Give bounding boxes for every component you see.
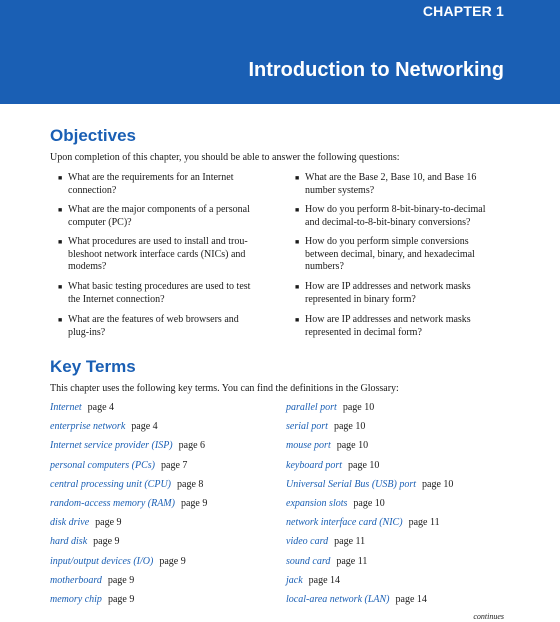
objectives-heading: Objectives	[50, 126, 136, 145]
key-term-item	[286, 594, 427, 606]
key-term-page: page 14	[395, 594, 427, 605]
key-term-item	[50, 556, 186, 568]
bullet-icon: ■	[58, 238, 63, 246]
objective-item	[58, 314, 268, 339]
key-term-page: page 10	[333, 421, 366, 433]
bullet-icon: ■	[295, 174, 300, 182]
key-term-link[interactable]: memory chip	[50, 594, 102, 605]
key-term-link[interactable]: random-access memory (RAM)	[50, 498, 175, 509]
bullet-icon: ■	[295, 206, 300, 214]
key-term-link[interactable]: serial port	[286, 421, 328, 433]
key-term-link[interactable]: sound card	[286, 555, 331, 567]
key-term-item	[286, 479, 453, 491]
key-term-link[interactable]: parallel port	[286, 402, 337, 413]
key-term-item	[286, 498, 385, 510]
chapter-number: CHAPTER 1	[422, 3, 504, 19]
continues-note: continues	[473, 612, 504, 621]
key-term-link[interactable]: Internet	[50, 402, 82, 413]
objective-line: between decimal, binary, and hexadecimal	[305, 248, 475, 260]
bullet-icon: ■	[58, 316, 63, 324]
key-term-item	[50, 594, 134, 606]
objective-item	[295, 281, 505, 306]
objective-line: How are IP addresses and network masks	[305, 314, 471, 325]
chapter-header-band	[0, 0, 560, 104]
objective-item	[295, 236, 505, 274]
objective-line: represented in decimal form?	[305, 326, 422, 338]
key-terms-intro: This chapter uses the following key terms. You can find the definitions in the Glossary:	[50, 383, 399, 394]
objective-line: What are the requirements for an Internet	[68, 172, 234, 183]
key-term-link[interactable]: disk drive	[50, 517, 90, 529]
key-term-link[interactable]: motherboard	[50, 574, 102, 586]
key-term-link[interactable]: central processing unit (CPU)	[50, 478, 172, 490]
key-term-page: page 9	[95, 517, 122, 529]
key-term-item	[286, 421, 365, 433]
key-term-page: page 6	[178, 440, 206, 452]
bullet-icon: ■	[58, 174, 63, 182]
key-term-link[interactable]: enterprise network	[50, 421, 126, 433]
key-term-item	[286, 517, 440, 529]
objective-line: and decimal-to-8-bit-binary conversions?	[305, 216, 471, 228]
key-term-item	[286, 460, 379, 472]
key-term-page: page 10	[342, 402, 375, 413]
key-term-page: page 9	[159, 555, 186, 567]
objective-line: How do you perform 8-bit-binary-to-decimal	[305, 204, 486, 215]
key-term-item	[286, 440, 368, 452]
key-term-item	[50, 517, 122, 529]
key-term-item	[286, 536, 365, 548]
objective-item	[58, 236, 268, 274]
bullet-icon: ■	[295, 316, 300, 324]
objective-item	[58, 281, 268, 306]
objective-line: the Internet connection?	[68, 293, 165, 305]
objective-line: plug-ins?	[68, 326, 106, 338]
key-term-item	[50, 460, 187, 472]
key-term-page: page 10	[422, 478, 454, 490]
key-term-page: page 14	[308, 574, 341, 586]
objectives-intro: Upon completion of this chapter, you should be able to answer the following questions:	[50, 152, 400, 163]
bullet-icon: ■	[58, 283, 63, 291]
key-term-item	[286, 575, 340, 587]
key-term-link[interactable]: mouse port	[286, 440, 331, 452]
key-term-link[interactable]: keyboard port	[286, 459, 343, 471]
objective-item	[58, 172, 268, 197]
key-term-link[interactable]: video card	[286, 536, 329, 548]
key-term-link[interactable]: network interface card (NIC)	[286, 517, 403, 529]
objective-line: represented in binary form?	[305, 293, 416, 305]
key-term-link[interactable]: Universal Serial Bus (USB) port	[286, 478, 416, 490]
key-term-page: page 4	[87, 402, 115, 413]
objective-item	[295, 172, 505, 197]
key-term-page: page 11	[334, 536, 366, 548]
key-term-item	[286, 402, 374, 414]
key-term-link[interactable]: local-area network (LAN)	[286, 594, 390, 605]
key-term-page: page 11	[336, 555, 368, 567]
chapter-title: Introduction to Networking	[248, 59, 504, 81]
objective-line: numbers?	[305, 261, 344, 272]
key-term-item	[50, 402, 114, 414]
objective-line: What are the features of web browsers and	[68, 314, 239, 325]
key-term-item	[50, 479, 203, 491]
key-term-page: page 10	[348, 459, 380, 471]
objective-line: number systems?	[305, 184, 375, 196]
objective-line: computer (PC)?	[68, 216, 132, 228]
key-term-item	[50, 536, 120, 548]
key-term-link[interactable]: hard disk	[50, 536, 88, 548]
objective-line: connection?	[68, 184, 117, 196]
key-term-page: page 11	[408, 517, 440, 529]
objective-line: What procedures are used to install and trou-	[68, 236, 248, 247]
key-term-page: page 10	[336, 440, 369, 452]
key-term-item	[50, 575, 134, 587]
bullet-icon: ■	[295, 238, 300, 246]
objective-line: What basic testing procedures are used to test	[68, 281, 251, 292]
key-term-link[interactable]: personal computers (PCs)	[50, 459, 155, 471]
key-term-page: page 9	[180, 498, 208, 509]
objective-item	[295, 314, 505, 339]
key-term-page: page 9	[93, 536, 120, 548]
key-term-page: page 7	[161, 459, 188, 471]
key-term-page: page 8	[177, 478, 204, 490]
key-term-link[interactable]: expansion slots	[286, 498, 348, 509]
bullet-icon: ■	[295, 283, 300, 291]
key-term-link[interactable]: jack	[286, 574, 303, 586]
key-term-item	[286, 556, 367, 568]
key-term-item	[50, 421, 158, 433]
objective-item	[295, 204, 505, 229]
key-term-page: page 9	[107, 594, 135, 605]
objective-line: What are the Base 2, Base 10, and Base 16	[305, 172, 477, 183]
key-term-page: page 9	[107, 574, 135, 586]
objective-line: How do you perform simple conversions	[305, 236, 469, 247]
objective-line: How are IP addresses and network masks	[305, 281, 471, 292]
key-term-item	[50, 440, 205, 452]
objective-line: modems?	[68, 261, 107, 272]
bullet-icon: ■	[58, 206, 63, 214]
objective-line: bleshoot network interface cards (NICs) and	[68, 248, 246, 260]
key-term-item	[50, 498, 207, 510]
key-terms-heading: Key Terms	[50, 357, 136, 376]
key-term-page: page 4	[131, 421, 158, 433]
key-term-link[interactable]: input/output devices (I/O)	[50, 555, 154, 567]
key-term-page: page 10	[353, 498, 385, 509]
key-term-link[interactable]: Internet service provider (ISP)	[50, 440, 173, 452]
objective-line: What are the major components of a personal	[68, 204, 250, 215]
objective-item	[58, 204, 268, 229]
